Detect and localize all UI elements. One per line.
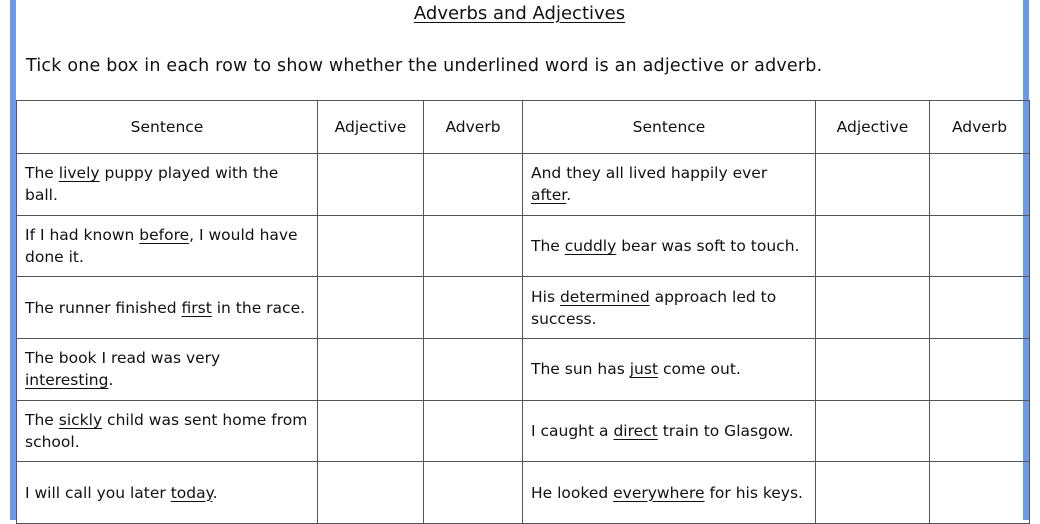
underlined-word: lively [58,164,100,183]
table-row [17,400,1030,462]
sentence-text: . [566,186,572,205]
sentence-cell [523,215,816,277]
adverb-tick-box[interactable] [930,215,1030,277]
sentence-text: The runner finished [25,298,182,317]
adjective-tick-box[interactable] [318,462,424,524]
sentence-text: He looked [531,483,614,502]
adjective-tick-box[interactable] [816,154,930,216]
sentence-text: child was sent home from school. [25,410,308,451]
underlined-word: direct [613,421,658,440]
adjective-tick-box[interactable] [318,338,424,400]
sentence-text: The book I read was very [25,349,221,368]
sentence-cell [523,338,816,400]
sentence-text: come out. [658,360,741,379]
adjective-tick-box[interactable] [816,462,930,524]
adverb-tick-box[interactable] [424,277,523,339]
adverb-tick-box[interactable] [930,154,1030,216]
sentence-text: for his keys. [704,483,803,502]
adjective-tick-box[interactable] [318,277,424,339]
sentence-text: approach led to success. [531,287,777,328]
header-adverb: Adverb [930,101,1030,154]
table-row [17,154,1030,216]
sentence-text: If I had known [25,225,140,244]
adverb-tick-box[interactable] [930,462,1030,524]
adverb-tick-box[interactable] [424,154,523,216]
adjective-tick-box[interactable] [816,338,930,400]
table-row [17,462,1030,524]
sentence-text: . [212,483,218,502]
sentence-cell [523,462,816,524]
sentence-text: The [25,410,59,429]
underlined-word: first [181,298,212,317]
sentence-text: His [531,287,560,306]
sentence-cell [17,462,318,524]
sentence-cell [17,400,318,462]
adverb-tick-box[interactable] [930,400,1030,462]
sentence-cell [523,277,816,339]
table-row [17,215,1030,277]
sentence-cell [523,154,816,216]
sentence-text: , I would have done it. [25,225,298,266]
adverb-tick-box[interactable] [424,338,523,400]
header-adjective: Adjective [816,101,930,154]
sentence-text: bear was soft to touch. [616,236,800,255]
sentence-text: in the race. [211,298,306,317]
adjective-tick-box[interactable] [816,277,930,339]
worksheet-table [16,100,1030,524]
sentence-text: I will call you later [25,483,171,502]
sentence-cell [17,277,318,339]
table-row [17,277,1030,339]
header-sentence: Sentence [17,101,318,154]
sentence-cell [523,400,816,462]
adverb-tick-box[interactable] [424,462,523,524]
table-row [17,338,1030,400]
adjective-tick-box[interactable] [318,400,424,462]
sentence-text: The [25,164,59,183]
header-adverb: Adverb [424,101,523,154]
underlined-word: cuddly [564,236,617,255]
underlined-word: today [170,483,213,502]
underlined-word: after [531,186,567,205]
adverb-tick-box[interactable] [424,215,523,277]
sentence-cell [17,338,318,400]
header-adjective: Adjective [318,101,424,154]
sentence-text: The sun has [531,360,630,379]
sentence-text: puppy played with the ball. [25,164,279,205]
adjective-tick-box[interactable] [816,215,930,277]
underlined-word: before [139,225,190,244]
header-sentence: Sentence [523,101,816,154]
underlined-word: everywhere [613,483,705,502]
header-row [17,101,1030,154]
sentence-cell [17,215,318,277]
sentence-text: And they all lived happily ever [531,164,768,183]
sentence-text: The [531,236,565,255]
sentence-text: train to Glasgow. [657,421,794,440]
underlined-word: determined [559,287,650,306]
adverb-tick-box[interactable] [930,338,1030,400]
instructions: Tick one box in each row to show whether the underlined word is an adjective or adverb. [26,56,823,76]
adverb-tick-box[interactable] [424,400,523,462]
sentence-text: . [108,371,114,390]
adjective-tick-box[interactable] [318,215,424,277]
adverb-tick-box[interactable] [930,277,1030,339]
worksheet-page [10,0,1029,520]
adjective-tick-box[interactable] [816,400,930,462]
worksheet-title: Adverbs and Adjectives [413,3,626,24]
sentence-cell [17,154,318,216]
adjective-tick-box[interactable] [318,154,424,216]
underlined-word: interesting [25,371,109,390]
underlined-word: sickly [58,410,103,429]
underlined-word: just [629,360,659,379]
sentence-text: I caught a [531,421,614,440]
